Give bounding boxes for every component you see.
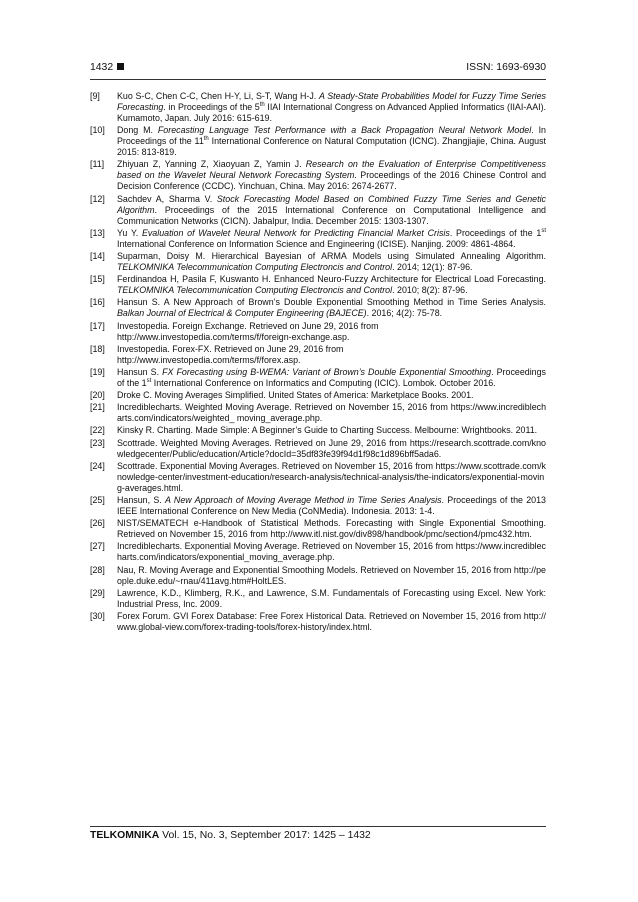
page-header [90, 62, 546, 80]
reference-number: [26] [90, 518, 105, 529]
reference-text: Investopedia. Forex-FX. Retrieved on June 29, 2016 from [117, 343, 344, 354]
reference-text: International Conference on Informatics and Computing (ICIC). Lombok. October 2016. [151, 377, 496, 388]
reference-item [90, 274, 546, 296]
reference-number: [9] [90, 91, 100, 101]
reference-list [90, 91, 546, 634]
reference-number: [11] [90, 159, 105, 170]
reference-item [90, 565, 546, 587]
reference-text: Sachdev A, Sharma V. [117, 193, 217, 204]
footer-journal: TELKOMNIKA [90, 830, 160, 841]
reference-text: International Conference on Natural Computation (ICNC). Zhangjiajie, China. August 2015: 813-819. [117, 136, 546, 158]
reference-text: . Proceedings of the 2013 IEEE International Conference on New Media (CoNMedia). Indonesia. 2013: 1-4. [117, 495, 546, 516]
reference-item [90, 438, 546, 460]
reference-item [90, 518, 546, 540]
reference-item [90, 402, 546, 424]
reference-number: [25] [90, 495, 105, 505]
reference-text: Incrediblecharts. Exponential Moving Average. Retrieved on November 15, 2016 from [117, 541, 456, 552]
reference-number: [30] [90, 610, 105, 621]
reference-url: http://www.itl.nist.gov/div898/handbook/pmc/section4/pmc432.htm. [270, 529, 532, 540]
reference-number: [21] [90, 402, 105, 413]
reference-item [90, 611, 546, 633]
reference-item [90, 461, 546, 494]
reference-item [90, 425, 546, 436]
reference-number: [19] [90, 366, 105, 377]
page-number-group [90, 62, 124, 73]
reference-text: Nau, R. Moving Average and Exponential Smoothing Models. Retrieved on November 15, 2016 from [117, 564, 514, 575]
reference-item [90, 251, 546, 273]
reference-text: Forex Forum. GVI Forex Database: Free Forex Historical Data. Retrieved on November 15, 2016 from [117, 610, 524, 621]
reference-url: https://www.incrediblecharts.com/indicators/weighted_ moving_average.php. [117, 402, 546, 424]
reference-number: [13] [90, 227, 105, 238]
reference-title: TELKOMNIKA Telecommunication Computing Electroncis and Control [117, 261, 393, 272]
reference-title: Evaluation of Wavelet Neural Network for Predicting Financial Market Crisis [141, 227, 450, 238]
reference-item [90, 321, 546, 343]
reference-item [90, 344, 546, 366]
black-square-icon [117, 63, 124, 70]
ordinal-suffix: th [203, 136, 209, 143]
ordinal-suffix: st [146, 377, 152, 384]
reference-item [90, 541, 546, 563]
reference-number: [22] [90, 425, 105, 436]
reference-url: https://www.scottrade.com/knowledge-center/investment-education/research-analysis/technical-analysis/the-indicators/exponential-moving-averages.html. [117, 460, 546, 493]
reference-text: Scottrade. Weighted Moving Averages. Retrieved on June 29, 2016 from [117, 437, 410, 448]
reference-text: Hansun S. A New Approach of Brown’s Double Exponential Smoothing Method in Time Series Analysis. [117, 297, 546, 308]
reference-title: Balkan Journal of Electrical & Computer Engineering (BAJECE) [117, 308, 367, 319]
reference-text: Hansun, S. [117, 495, 166, 505]
reference-text: Incrediblecharts. Weighted Moving Average. Retrieved on November 15, 2016 from [117, 402, 451, 413]
reference-text: Yu Y. [117, 227, 142, 238]
reference-number: [12] [90, 193, 105, 204]
reference-item [90, 194, 546, 227]
reference-item [90, 159, 546, 192]
reference-item [90, 228, 546, 250]
reference-text: . in Proceedings of the 5 [163, 102, 260, 112]
reference-number: [20] [90, 390, 105, 401]
reference-title: Stock Forecasting Model Based on Combined Fuzzy Time Series and Genetic Algorithm [117, 193, 546, 215]
reference-number: [24] [90, 460, 105, 471]
reference-number: [29] [90, 587, 105, 598]
reference-text: Ferdinandoa H, Pasila F, Kuswanto H. Enhanced Neuro-Fuzzy Architecture for Electrical Load Forecasting. [117, 274, 546, 285]
reference-url: https://research.scottrade.com/knowledgecenter/Public/education/Article?docId=35df83fe39f94d1f98c1d896bff5ada6. [117, 437, 546, 459]
reference-item [90, 297, 546, 319]
reference-title: Forecasting Language Test Performance with a Back Propagation Neural Network Model [157, 125, 532, 136]
reference-item [90, 495, 546, 517]
reference-title: Research on the Evaluation of Enterprise Competitiveness based on the Wavelet Neural Network Forecasting System [117, 159, 546, 181]
reference-item [90, 390, 546, 401]
reference-text: . 2014; 12(1): 87-96. [392, 261, 473, 272]
header-rule [90, 79, 546, 80]
reference-number: [27] [90, 541, 105, 552]
page-number: 1432 [90, 62, 114, 73]
reference-text: . Proceedings of the 2015 International Conference on Computational Intelligence and Communication Networks (CICN). Jabalpur, India. December 2015: 1303-1307. [117, 204, 546, 226]
reference-number: [18] [90, 343, 105, 354]
reference-number: [23] [90, 437, 105, 448]
reference-text: . Proceedings of the 1 [117, 366, 546, 388]
reference-text: Droke C. Moving Averages Simplified. United States of America: Marketplace Books. 2001. [117, 390, 474, 401]
reference-text: Hansun S. [117, 366, 163, 377]
reference-text: . 2010; 8(2): 87-96. [392, 285, 468, 296]
reference-text: Zhiyuan Z, Yanning Z, Xiaoyuan Z, Yamin J. [117, 159, 306, 170]
reference-title: FX Forecasting using B-WEMA: Variant of Brown’s Double Exponential Smoothing [162, 366, 492, 377]
reference-number: [14] [90, 250, 105, 261]
reference-item [90, 367, 546, 389]
reference-number: [17] [90, 320, 105, 331]
footer-rule [90, 826, 546, 827]
reference-text: Lawrence, K.D., Klimberg, R.K., and Lawrence, S.M. Fundamentals of Forecasting using Excel. New York: Industrial Press, Inc. 2009. [117, 587, 546, 609]
reference-title: A New Approach of Moving Average Method in Time Series Analysis [165, 495, 442, 505]
ordinal-suffix: st [541, 227, 546, 234]
reference-text: Dong M. [117, 125, 158, 136]
reference-url: http://www.global-view.com/forex-trading-tools/forex-history/index.html. [117, 610, 546, 632]
reference-number: [10] [90, 125, 105, 136]
reference-text: . Proceedings of the 2016 Chinese Control and Decision Conference (CCDC). Yinchuan, China. May 2016: 2674-2677. [117, 170, 547, 192]
reference-text: Suparman, Doisy M. Hierarchical Bayesian of ARMA Models using Simulated Annealing Algorithm. [117, 250, 546, 261]
reference-url: http://people.duke.edu/~rnau/411avg.htm#HoltLES. [117, 564, 546, 586]
reference-url: https://www.incrediblecharts.com/indicators/exponential_moving_average.php. [117, 541, 546, 563]
reference-text: Scottrade. Exponential Moving Averages. Retrieved on November 15, 2016 from [117, 460, 436, 471]
issn: ISSN: 1693-6930 [466, 62, 546, 73]
reference-url: http://www.investopedia.com/terms/f/forex.asp. [117, 354, 301, 365]
reference-text: Kuo S-C, Chen C-C, Chen H-Y, Li, S-T, Wang H-J. [117, 91, 319, 101]
footer-citation: Vol. 15, No. 3, September 2017: 1425 – 1432 [159, 830, 371, 841]
reference-text: IIAI International Congress on Advanced Applied Informatics (IIAI-AAI). Kumamoto, Japan. July 2016: 615-619. [117, 102, 547, 123]
page-footer [90, 830, 371, 841]
reference-text: International Conference on Information Science and Engineering (ICISE). Nanjing. 2009: 4861-4864. [117, 238, 516, 249]
reference-text: . 2016; 4(2): 75-78. [366, 308, 443, 319]
reference-title: A Steady-State Probabilities Model for Fuzzy Time Series Forecasting [117, 91, 546, 112]
reference-item [90, 125, 546, 158]
reference-text: Investopedia. Foreign Exchange. Retrieved on June 29, 2016 from [117, 320, 379, 331]
reference-item [90, 91, 546, 124]
reference-title: TELKOMNIKA Telecommunication Computing Electroncis and Control [117, 285, 393, 296]
reference-url: http://www.investopedia.com/terms/f/foreign-exchange.asp. [117, 331, 350, 342]
reference-item [90, 588, 546, 610]
reference-number: [15] [90, 274, 105, 285]
reference-number: [16] [90, 297, 105, 308]
reference-text: . Proceedings of the 1 [449, 227, 542, 238]
reference-number: [28] [90, 564, 105, 575]
reference-text: Kinsky R. Charting. Made Simple: A Beginner’s Guide to Charting Success. Melbourne: Wrightbooks. 2011. [117, 425, 538, 436]
ordinal-suffix: th [259, 102, 265, 108]
reference-text: NIST/SEMATECH e-Handbook of Statistical Methods. Forecasting with Single Exponential Smoothing. Retrieved on November 15, 2016 from [117, 518, 546, 540]
reference-text: . In Proceedings of the 11 [117, 125, 546, 147]
